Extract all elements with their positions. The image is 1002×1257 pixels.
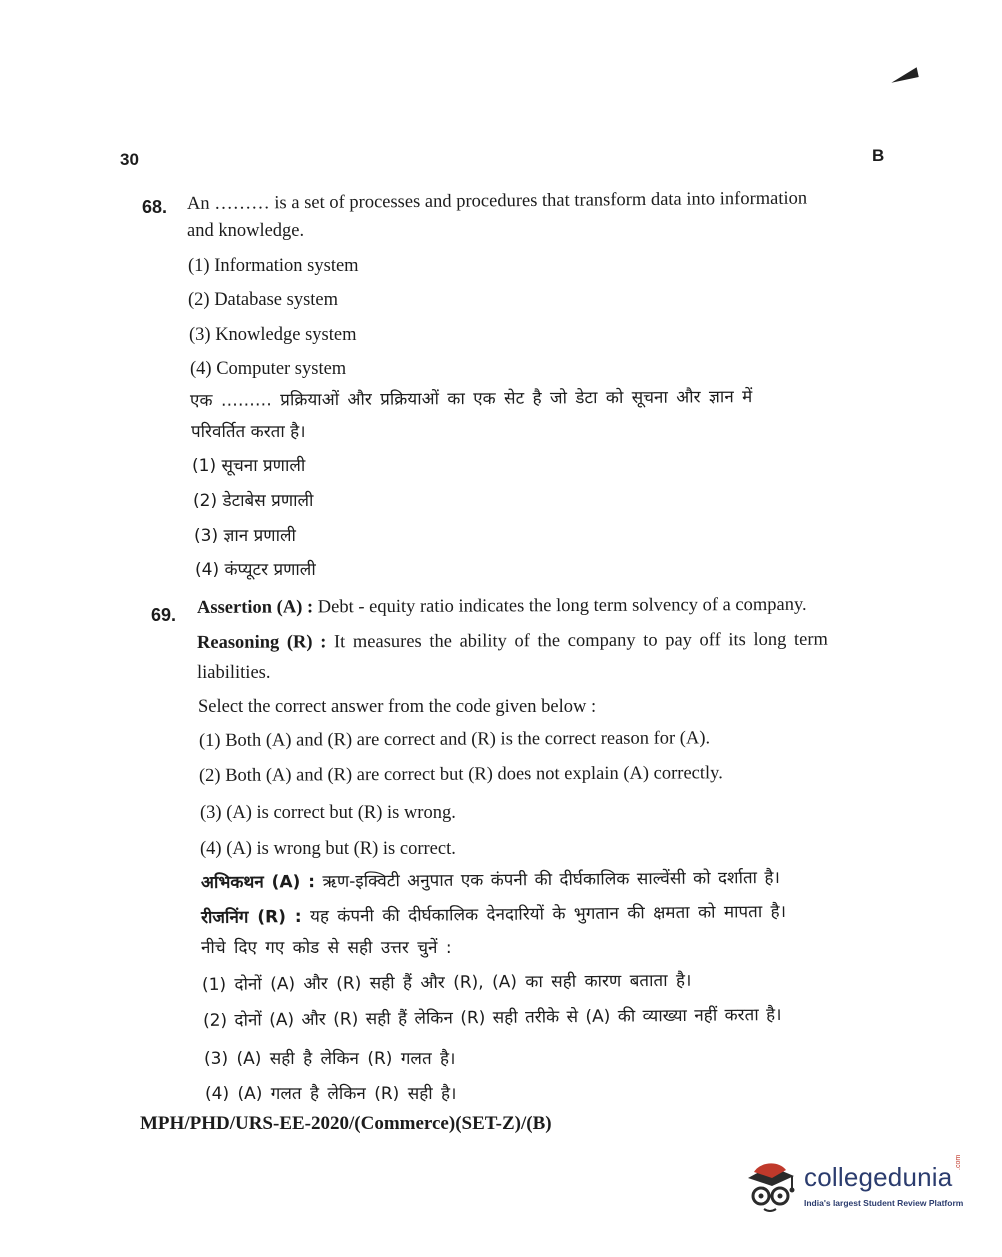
option-en-1: (1) Both (A) and (R) are correct and (R) is the correct reason for (A). <box>198 728 711 751</box>
reasoning-label-hi: रीजनिंग (R) : <box>200 906 302 928</box>
brand-domain: .com <box>955 1154 962 1170</box>
assertion-label-hi: अभिकथन (A) : <box>200 872 316 893</box>
page-number: 30 <box>120 150 139 169</box>
option-hi-1: (1) दोनों (A) और (R) सही हैं और (R), (A) का सही कारण बताता है। <box>201 970 692 995</box>
question-text-hi: एक ……… प्रक्रियाओं और प्रक्रियाओं का एक सेट है जो डेटा को सूचना और ज्ञान में <box>189 387 753 411</box>
reasoning-label: Reasoning (R) : <box>196 632 327 653</box>
student-mascot-icon <box>742 1158 800 1216</box>
assertion-label: Assertion (A) : <box>196 597 314 618</box>
option-en-2: (2) Database system <box>188 290 339 310</box>
option-hi-1: (1) सूचना प्रणाली <box>192 456 306 476</box>
corner-scan-mark <box>889 67 918 83</box>
instruction-hi: नीचे दिए गए कोड से सही उत्तर चुनें : <box>201 938 452 958</box>
option-hi-2: (2) डेटाबेस प्रणाली <box>193 491 314 511</box>
reasoning-line-hi <box>201 899 786 928</box>
option-en-3: (3) (A) is correct but (R) is wrong. <box>200 803 456 823</box>
instruction-en: Select the correct answer from the code given below : <box>198 697 597 717</box>
assertion-line-hi <box>201 865 780 893</box>
assertion-text-hi: ऋण-इक्विटी अनुपात एक कंपनी की दीर्घकालिक साल्वेंसी को दर्शाता है। <box>322 867 781 892</box>
question-number: 69. <box>151 605 177 625</box>
assertion-text: Debt - equity ratio indicates the long term solvency of a company. <box>317 594 807 618</box>
option-en-4: (4) (A) is wrong but (R) is correct. <box>200 839 456 859</box>
option-hi-2: (2) दोनों (A) और (R) सही हैं लेकिन (R) सही तरीके से (A) की व्याख्या नहीं करता है। <box>202 1004 782 1031</box>
option-hi-3: (3) (A) सही है लेकिन (R) गलत है। <box>204 1049 456 1069</box>
set-letter: B <box>872 146 885 165</box>
reasoning-text-hi: यह कंपनी की दीर्घकालिक देनदारियों के भुगतान की क्षमता को मापता है। <box>309 901 787 927</box>
question-text-en-cont: and knowledge. <box>187 221 305 241</box>
brand-tagline: India's largest Student Review Platform <box>804 1198 964 1208</box>
reasoning-line <box>197 630 828 654</box>
option-en-2: (2) Both (A) and (R) are correct but (R) does not explain (A) correctly. <box>198 763 723 786</box>
option-en-4: (4) Computer system <box>190 359 347 379</box>
question-text-en: An ……… is a set of processes and procedures that transform data into information <box>186 188 808 214</box>
option-en-1: (1) Information system <box>188 256 359 276</box>
question-text-hi-cont: परिवर्तित करता है। <box>191 422 306 442</box>
assertion-line <box>197 595 807 619</box>
option-en-3: (3) Knowledge system <box>189 325 357 345</box>
option-hi-4: (4) (A) गलत है लेकिन (R) सही है। <box>205 1084 457 1104</box>
option-hi-3: (3) ज्ञान प्रणाली <box>194 526 296 546</box>
paper-code-footer: MPH/PHD/URS-EE-2020/(Commerce)(SET-Z)/(B) <box>140 1113 552 1134</box>
option-hi-4: (4) कंप्यूटर प्रणाली <box>195 560 316 580</box>
collegedunia-watermark <box>742 1154 972 1218</box>
question-number: 68. <box>142 197 168 217</box>
brand-name: collegedunia <box>804 1162 953 1192</box>
reasoning-text-cont: liabilities. <box>197 663 271 683</box>
reasoning-text: It measures the ability of the company to pay off its long term <box>333 629 828 653</box>
